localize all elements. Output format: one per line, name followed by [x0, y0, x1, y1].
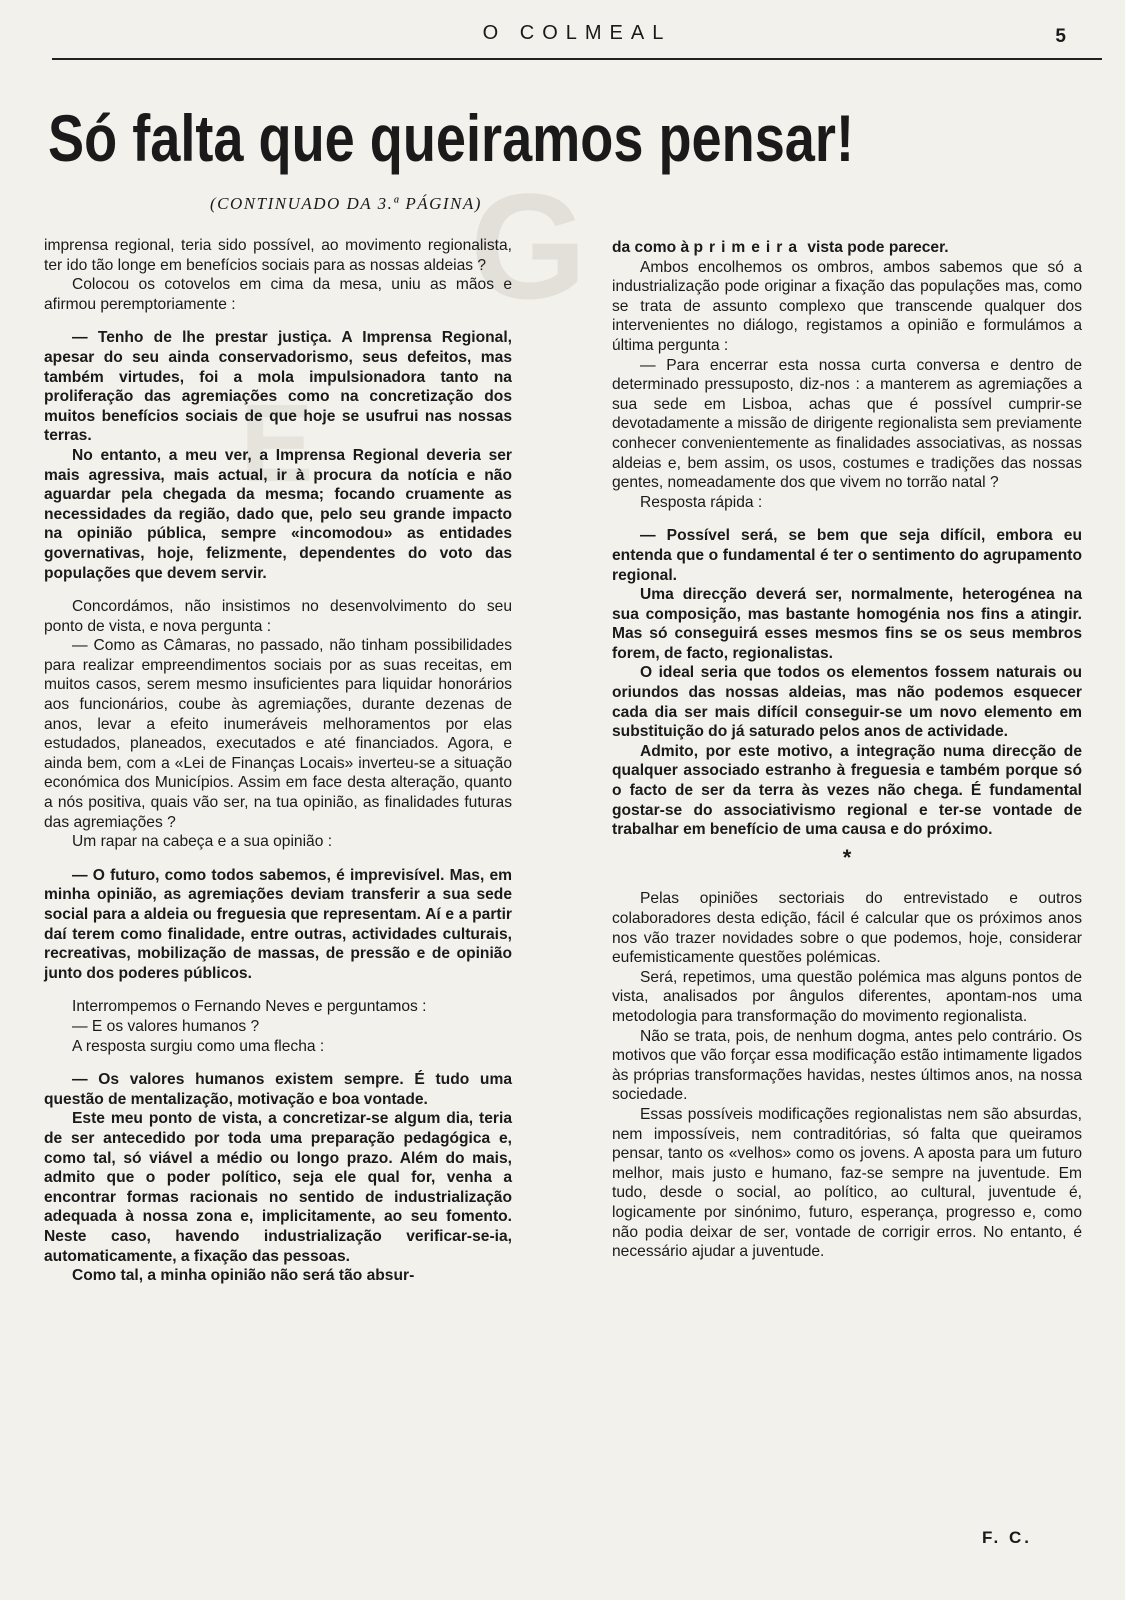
author-signature: F. C.: [982, 1528, 1032, 1547]
paragraph: imprensa regional, teria sido possível, ao movimento regionalista, ter ido tão longe em benefícios sociais para as nossas aldeias ?: [44, 237, 512, 274]
paragraph: — E os valores humanos ?: [72, 1017, 260, 1035]
paragraph: — Como as Câmaras, no passado, não tinham possibilidades para realizar empreendimentos sociais por as suas receitas, em muitos casos, serem mesmo insuficientes para liquidar honorários aos funcionários, coube às agremiações, durante dezenas de anos, levar a efeito inumeráveis melhoramentos por elas estudados, planeados, executados e até financiados. Agora, e ainda bem, com a «Lei de Finanças Locais» inverteu-se a situação económica dos Municípios. Assim em face desta alteração, quanto a nós positiva, quais vão ser, na tua opinião, as finalidades futuras das agremiações ?: [44, 637, 512, 831]
paragraph: A resposta surgiu como uma flecha :: [72, 1037, 325, 1055]
paragraph: — Possível será, se bem que seja difícil, embora eu entenda que o fundamental é ter o sentimento do agrupamento regional.: [612, 527, 1082, 584]
paragraph: Será, repetimos, uma questão polémica mas alguns pontos de vista, analisados por ângulos diferentes, apontam-nos uma metodologia para transformação do movimento regionalista.: [612, 968, 1082, 1025]
paragraph: Um rapar na cabeça e a sua opinião :: [72, 833, 333, 851]
show-through-glyph: E: [240, 382, 314, 505]
continuation-end: vista pode parecer.: [807, 239, 949, 256]
paragraph: — Tenho de lhe prestar justiça. A Imprensa Regional, apesar do seu ainda conservadorismo, seus defeitos, mas também virtudes, foi a mola impulsionadora tanto na proliferação das agremiações como na concretização dos muitos benefícios sociais de que hoje se usufrui nas nossas terras.: [44, 329, 512, 445]
publication-title: O COLMEAL: [482, 22, 672, 44]
left-column: [44, 236, 512, 1286]
paragraph: Não se trata, pois, de nenhum dogma, antes pelo contrário. Os motivos que vão forçar essa modificação estão intimamente ligados às próprias transformações havidas, nestes últimos anos, na nossa sociedade.: [612, 1027, 1082, 1104]
paragraph: Pelas opiniões sectoriais do entrevistado e outros colaboradores desta edição, fácil é calcular que os próximos anos nos vão trazer novidades sobre o que podemos, hoje, considerar eufemisticamente questões polémicas.: [612, 890, 1082, 967]
paragraph: — Os valores humanos existem sempre. É tudo uma questão de mentalização, motivação e boa vontade.: [44, 1071, 512, 1108]
continuation-start: da como à: [612, 239, 690, 256]
paragraph: Uma direcção deverá ser, normalmente, heterogénea na sua composição, mas bastante homogénia nos fins a atingir. Mas só conseguirá esses mesmos fins se os seus membros forem, de facto, regionalistas.: [612, 586, 1082, 662]
paragraph: Ambos encolhemos os ombros, ambos sabemos que só a industrialização pode originar a fixação das populações mas, como se trata de assunto complexo que transcende qualquer dos intervenientes no diálogo, registamos a opinião e formulámos a última pergunta :: [612, 258, 1082, 354]
paragraph: Admito, por este motivo, a integração numa direcção de qualquer associado estranho à freguesia e também porque só o facto de ser da terra às vezes não chega. É fundamental gostar-se do associativismo regional e ter-se vontade de trabalhar em benefício de uma causa e do próximo.: [612, 742, 1082, 839]
paragraph: No entanto, a meu ver, a Imprensa Regional deveria ser mais agressiva, mais actual, ir à procura da notícia e não aguardar pela chegada da mesma; focando cruamente as necessidades da região, dado que, pelo seu grande impacto na opinião pública, sempre «incomodou» as entidades governativas, hoje, felizmente, dependentes do voto das populações que devem servir.: [44, 446, 512, 582]
paragraph: — Para encerrar esta nossa curta conversa e dentro de determinado pressuposto, diz-nos : a manterem as agremiações a sua sede em Lisboa, achas que é possível cumprir-se devotadamente a missão de dirigente regionalista sem previamente conhecer convenientemente as finalidades associativas, as nossas aldeias e, bem assim, os usos, costumes e tradições das nossas gentes, nomeadamente dos que vivem no torrão natal ?: [612, 356, 1082, 492]
page-number: 5: [1055, 26, 1066, 47]
right-column: [612, 238, 1082, 1262]
paragraph-continuation: [612, 238, 1082, 258]
continuation-spaced: primeira: [693, 239, 804, 256]
continued-note: (CONTINUADO DA 3.ª PÁGINA): [210, 194, 482, 213]
paragraph: Este meu ponto de vista, a concretizar-se algum dia, teria de ser antecedido por toda uma preparação pedagógica e, como tal, só viável a médio ou longo prazo. Além do mais, admito que o poder político, seja ele qual for, venha a encontrar formas racionais no sentido de industrialização adequada à nossa zona e, implicitamente, ao seu fomento. Neste caso, havendo industrialização verificar-se-ia, automaticamente, a fixação das pessoas.: [44, 1110, 512, 1265]
paragraph: Interrompemos o Fernando Neves e perguntamos :: [72, 998, 427, 1016]
paragraph: — O futuro, como todos sabemos, é imprevisível. Mas, em minha opinião, as agremiações deviam transferir a sua sede social para a aldeia ou freguesia que representam. Aí e a partir daí terem como finalidade, entre outras, actividades culturais, recreativas, mobilização de massas, de pressão e de opinião junto dos poderes públicos.: [44, 866, 512, 982]
paragraph: Colocou os cotovelos em cima da mesa, uniu as mãos e afirmou peremptoriamente :: [44, 276, 512, 313]
paragraph: Essas possíveis modificações regionalistas nem são absurdas, nem impossíveis, nem contraditórias, só falta que queiramos pensar, tanto os «velhos» como os jovens. A aposta para um futuro melhor, mais justo e humano, faz-se sempre na juventude. Em tudo, desde o social, ao político, ao cultural, juventude é, logicamente por sinónimo, futuro, esperança, progresso e, como não podia deixar de ser, vontade de corrigir erros. No entanto, é necessário ajudar a juventude.: [612, 1105, 1082, 1261]
show-through-glyph: G: [470, 162, 587, 330]
section-separator: *: [842, 844, 852, 870]
paragraph: Como tal, a minha opinião não será tão absur-: [72, 1267, 415, 1285]
article-headline: Só falta que queiramos pensar!: [48, 101, 854, 175]
paragraph: Resposta rápida :: [640, 493, 763, 511]
paragraph: Concordámos, não insistimos no desenvolvimento do seu ponto de vista, e nova pergunta :: [44, 598, 512, 635]
masthead: [52, 18, 1102, 60]
paragraph: O ideal seria que todos os elementos fossem naturais ou oriundos das nossas aldeias, mas não podemos esquecer cada dia ser mais difícil conseguir-se um novo elemento em substituição do já saturado pelos anos de actividade.: [612, 664, 1082, 741]
